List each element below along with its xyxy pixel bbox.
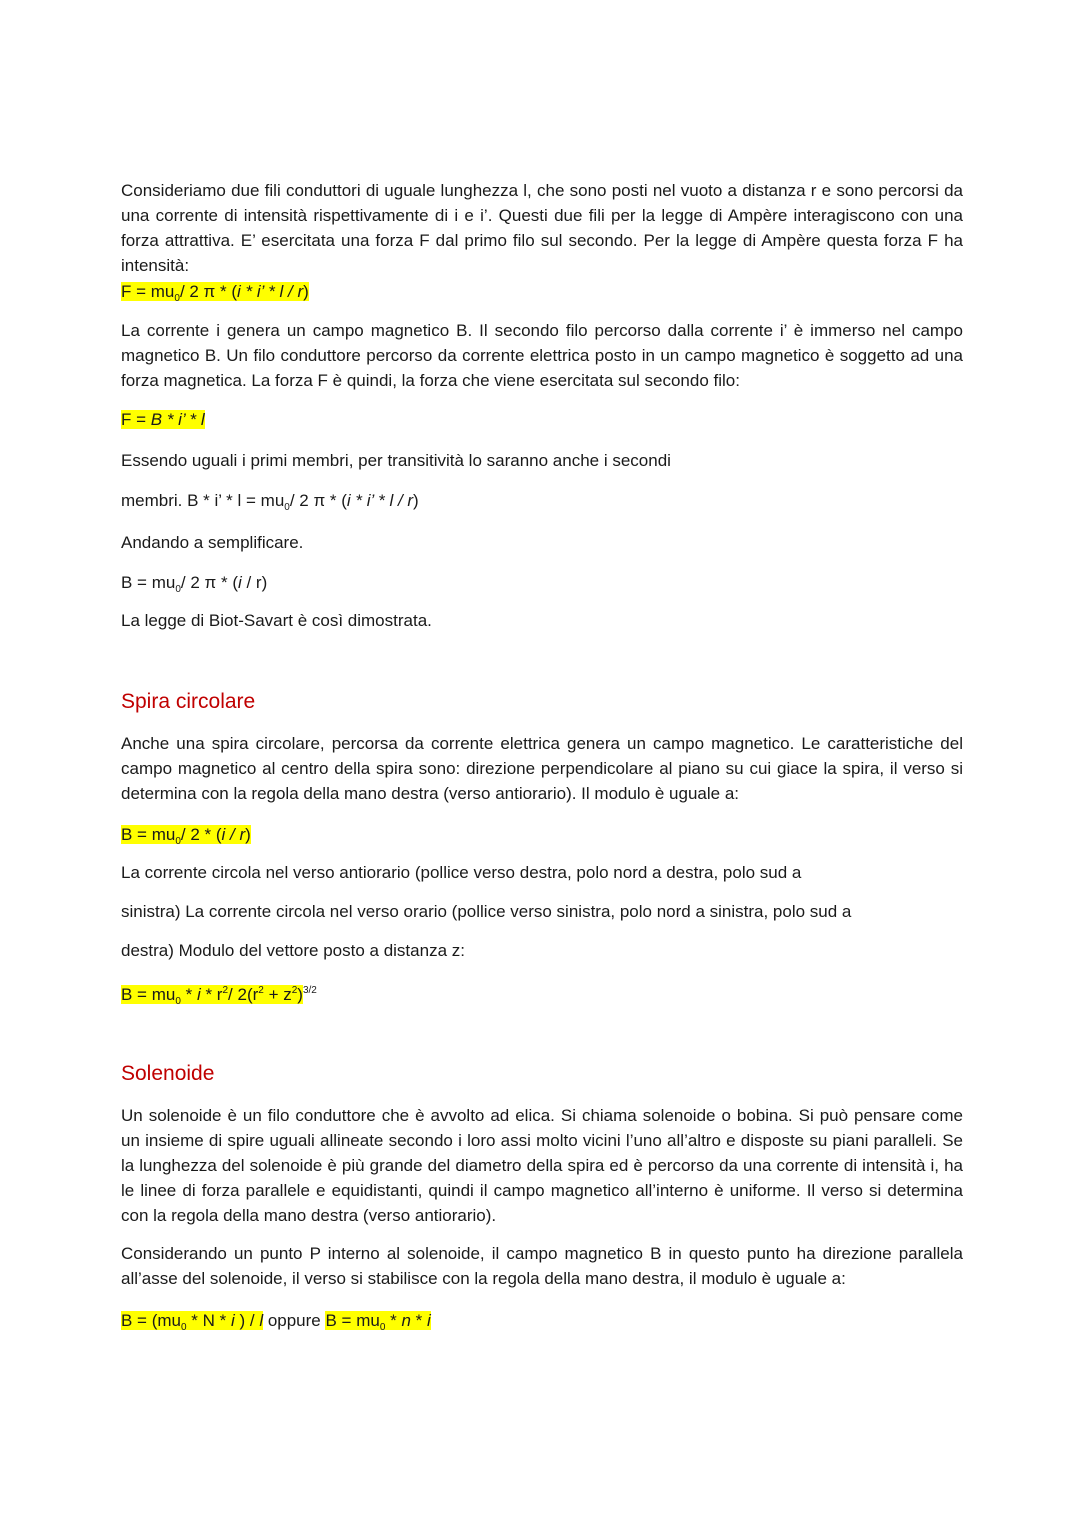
spira-line-3: destra) Modulo del vettore posto a distanza z:	[121, 941, 465, 960]
intro-paragraph-block	[121, 178, 963, 278]
solenoide-paragraph: Un solenoide è un filo conduttore che è avvolto ad elica. Si chiama solenoide o bobina. Si può pensare come un insieme di spire uguali allineate secondo i loro assi molto vicini l’uno all’altro e disposte su piani paralleli. Se la lunghezza del solenoide è più grande del diametro della spira ed è percorso da una corrente di intensità i, ha le linee di forza parallele e equidistanti, quindi il campo magnetico all’interno è uniforme. Il verso si determina con la regola della mano destra (verso antiorario).	[121, 1106, 963, 1225]
formula-equality: membri. B * i’ * $l = mu_0/$ 2 π * (i * i’ * l / r)	[121, 491, 419, 513]
intro-paragraph-2-block	[121, 318, 963, 393]
solenoide-paragraph-2: Considerando un punto P interno al solenoide, il campo magnetico B in questo punto ha direzione parallela all’asse del solenoide, il verso si stabilisce con la regola della mano destra, il modulo è uguale a:	[121, 1244, 963, 1288]
formula-solenoide: $B = (mu_0 * N * i$ ) / l oppure $B = mu_0 * n * i$	[121, 1311, 431, 1333]
spira-line-2: sinistra) La corrente circola nel verso orario (pollice verso sinistra, polo nord a sinistra, polo sud a	[121, 902, 852, 921]
spira-heading-block	[121, 688, 963, 716]
solenoide-paragraph-block	[121, 1103, 963, 1228]
spira-heading: Spira circolare	[121, 690, 256, 713]
spira-paragraph: Anche una spira circolare, percorsa da corrente elettrica genera un campo magnetico. Le caratteristiche del campo magnetico al centro della spira sono: direzione perpendicolare al piano su cui giace la spira, il verso si determina con la regola della mano destra (verso antiorario). Il modulo è uguale a:	[121, 734, 963, 803]
formula-biot-savart: $B = mu_0/$ 2 π * (i / r)	[121, 573, 268, 595]
formula-magnetic-force: F = B * i’ * l	[121, 410, 205, 429]
intro-line-5: La legge di Biot-Savart è così dimostrata.	[121, 611, 432, 630]
solenoide-paragraph-2-block	[121, 1241, 963, 1291]
intro-line-4: Andando a semplificare.	[121, 533, 304, 552]
intro-paragraph: Consideriamo due fili conduttori di uguale lunghezza l, che sono posti nel vuoto a distanza r e sono percorsi da una corrente di intensità rispettivamente di i e i’. Questi due fili per la legge di Ampère interagiscono con una forza attrattiva. E’ esercitata una forza F dal primo filo sul secondo. Per la legge di Ampère questa forza F ha intensità:	[121, 181, 963, 275]
formula-spira-center: $B = mu_0/$ 2 * (i / r)	[121, 825, 251, 847]
intro-paragraph-2: La corrente i genera un campo magnetico B. Il secondo filo percorso dalla corrente i’ è immerso nel campo magnetico B. Un filo conduttore percorso da corrente elettrica posto in un campo magnetico è soggetto ad una forza magnetica. La forza F è quindi, la forza che viene esercitata sul secondo filo:	[121, 321, 963, 390]
solenoide-heading: Solenoide	[121, 1062, 215, 1085]
formula-spira-axis: $B = mu_0 * i * r^2/$ $2(r^2 + z^2)^{3/2}$	[121, 985, 317, 1007]
spira-paragraph-block	[121, 731, 963, 806]
intro-line-3: Essendo uguali i primi membri, per transitività lo saranno anche i secondi	[121, 451, 671, 470]
formula-ampere-force: $F = mu_0/$ 2 π * (i * i’ * l / r)	[121, 282, 309, 304]
solenoide-heading-block	[121, 1060, 963, 1088]
spira-line-1: La corrente circola nel verso antiorario (pollice verso destra, polo nord a destra, polo sud a	[121, 863, 802, 882]
